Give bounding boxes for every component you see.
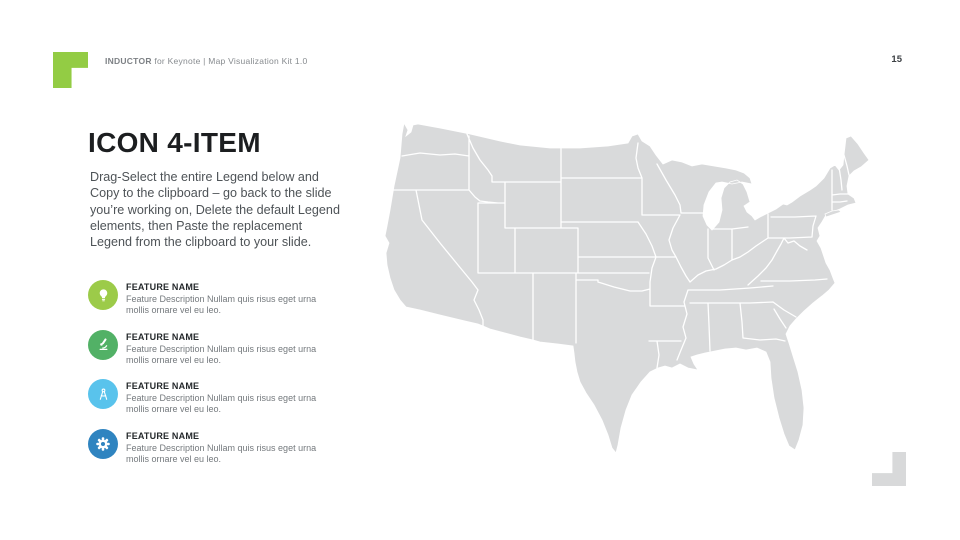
page-number: 15 (891, 54, 902, 65)
feature-name: FEATURE NAME (126, 282, 200, 292)
lightbulb-icon (88, 280, 118, 310)
feature-name: FEATURE NAME (126, 381, 200, 392)
compass-icon (88, 379, 118, 409)
feature-text (126, 330, 331, 367)
intro-line: elements, then Paste the replacement (90, 218, 303, 233)
feature-item (88, 429, 331, 466)
feature-name: FEATURE NAME (126, 331, 200, 342)
feature-description: Feature Description Nullam quis risus eget urna mollis ornare vel eu leo. (126, 393, 317, 415)
intro-line: Drag-Select the entire Legend below and (90, 170, 319, 184)
feature-item (88, 330, 331, 367)
page-title: ICON 4-ITEM (88, 127, 261, 158)
intro-paragraph (90, 169, 340, 250)
header-tagline: for Keynote | Map Visualization Kit 1.0 (154, 56, 308, 66)
usa-map (380, 110, 900, 460)
feature-item (88, 379, 331, 416)
feature-list (88, 280, 331, 465)
feature-text (126, 280, 331, 317)
feature-item (88, 280, 331, 317)
feature-text (126, 379, 331, 416)
intro-line: Copy to the clipboard – go back to the slide (90, 186, 332, 201)
brand-logo-mark (53, 52, 88, 88)
feature-name: FEATURE NAME (126, 430, 200, 441)
gear-icon (88, 429, 118, 459)
feature-description: Feature Description Nullam quis risus eget urna mollis ornare vel eu leo. (126, 294, 317, 316)
slide-header (105, 56, 307, 66)
microscope-icon (88, 330, 118, 360)
feature-description: Feature Description Nullam quis risus eget urna mollis ornare vel eu leo. (126, 442, 317, 465)
feature-text (126, 429, 331, 466)
brand-name: INDUCTOR (105, 56, 152, 66)
intro-line: you’re working on, Delete the default Legend (90, 202, 340, 217)
feature-description: Feature Description Nullam quis risus eget urna mollis ornare vel eu leo. (126, 343, 317, 365)
intro-line: Legend from the clipboard to your slide. (90, 235, 312, 250)
usa-landmass (385, 123, 869, 453)
